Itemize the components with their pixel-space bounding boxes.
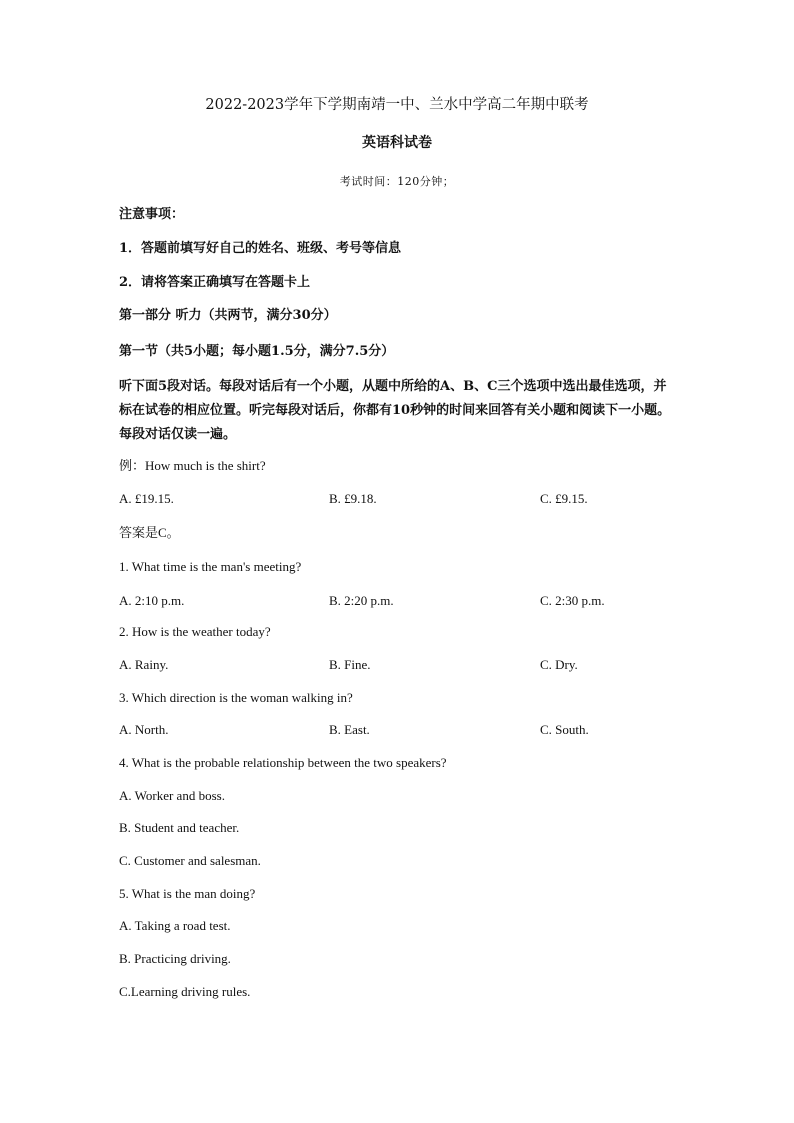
question-5: 5. What is the man doing?	[119, 886, 256, 901]
notice-item-1: 1．答题前填写好自己的姓名、班级、考号等信息	[119, 241, 402, 256]
question-1: 1. What time is the man's meeting?	[119, 559, 302, 574]
example-question: 例：How much is the shirt?	[119, 458, 266, 473]
q3-option-b: B. East.	[329, 722, 370, 737]
q4-option-a: A. Worker and boss.	[119, 788, 225, 803]
q5-option-b: B. Practicing driving.	[119, 951, 231, 966]
q2-option-c: C. Dry.	[540, 657, 578, 672]
example-option-a: A. £19.15.	[119, 491, 174, 506]
question-2-options	[119, 657, 679, 673]
q3-option-a: A. North.	[119, 722, 169, 737]
q1-option-a: A. 2:10 p.m.	[119, 593, 185, 608]
exam-time: 考试时间：120分钟；	[339, 175, 455, 188]
notice-item-2: 2．请将答案正确填写在答题卡上	[119, 275, 311, 290]
q4-option-b: B. Student and teacher.	[119, 820, 240, 835]
q1-option-b: B. 2:20 p.m.	[329, 593, 394, 608]
example-answer: 答案是C。	[119, 525, 180, 540]
q2-option-b: B. Fine.	[329, 657, 371, 672]
q1-option-c: C. 2:30 p.m.	[540, 593, 605, 608]
question-1-options	[119, 593, 679, 609]
section1-title: 第一节（共5小题；每小题1.5分，满分7.5分）	[119, 344, 395, 359]
question-2: 2. How is the weather today?	[119, 624, 271, 639]
example-option-b: B. £9.18.	[329, 491, 377, 506]
q5-option-c: C.Learning driving rules.	[119, 984, 251, 999]
question-4: 4. What is the probable relationship between the two speakers?	[119, 755, 447, 770]
q2-option-a: A. Rainy.	[119, 657, 169, 672]
page-title: 2022-2023学年下学期南靖一中、兰水中学高二年期中联考	[205, 97, 589, 113]
q3-option-c: C. South.	[540, 722, 589, 737]
q4-option-c: C. Customer and salesman.	[119, 853, 261, 868]
q5-option-a: A. Taking a road test.	[119, 918, 231, 933]
question-3-options	[119, 722, 679, 738]
notice-heading: 注意事项：	[119, 207, 185, 222]
question-3: 3. Which direction is the woman walking in?	[119, 690, 353, 705]
example-option-c: C. £9.15.	[540, 491, 588, 506]
listening-instructions: 听下面5段对话。每段对话后有一个小题，从题中所给的A、B、C三个选项中选出最佳选项，并标在试卷的相应位置。听完每段对话后，你都有10秒钟的时间来回答有关小题和阅读下一小题。每段对话仅读一遍。	[119, 379, 671, 442]
page-subtitle: 英语科试卷	[362, 135, 432, 151]
example-options	[119, 491, 679, 507]
part1-title: 第一部分 听力（共两节，满分30分）	[119, 308, 337, 323]
